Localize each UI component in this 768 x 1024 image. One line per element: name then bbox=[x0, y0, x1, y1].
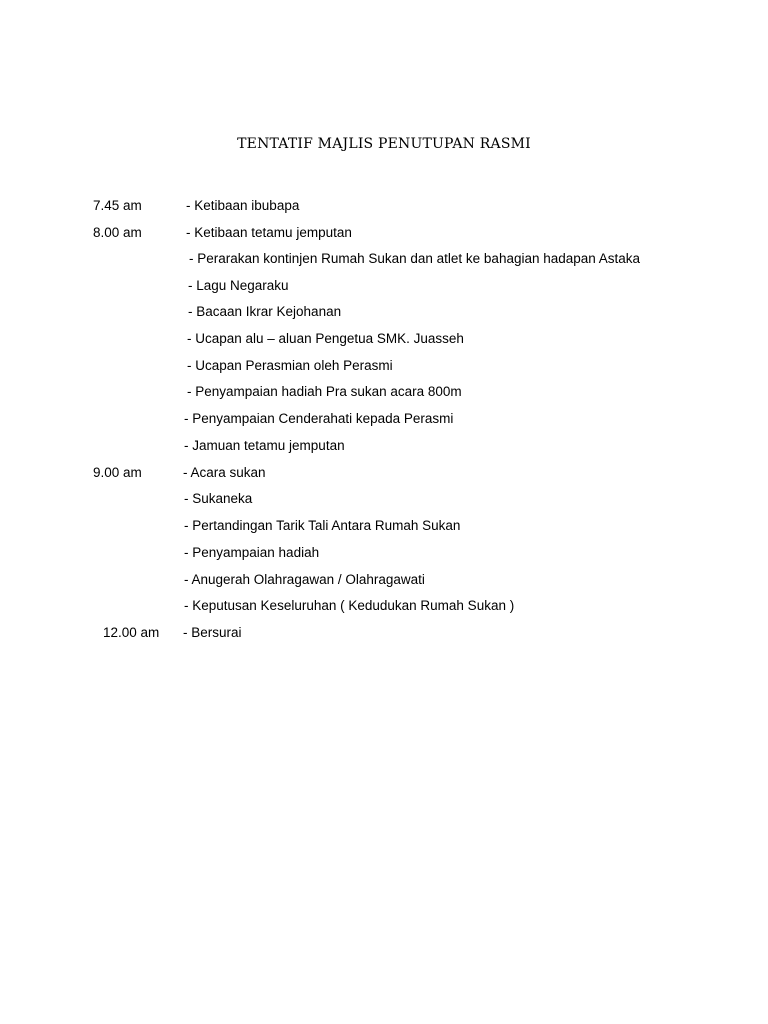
schedule-row bbox=[0, 623, 768, 643]
schedule-item: - Penyampaian Cenderahati kepada Perasmi bbox=[184, 411, 454, 426]
schedule-item: - Penyampaian hadiah Pra sukan acara 800m bbox=[187, 384, 462, 399]
schedule-item: - Penyampaian hadiah bbox=[184, 545, 320, 560]
schedule-row bbox=[0, 409, 768, 429]
schedule-time: 8.00 am bbox=[93, 225, 142, 240]
schedule-item: - Anugerah Olahragawan / Olahragawati bbox=[184, 572, 425, 587]
schedule-item: - Perarakan kontinjen Rumah Sukan dan atlet ke bahagian hadapan Astaka bbox=[189, 251, 641, 266]
schedule-item: - Ketibaan ibubapa bbox=[186, 198, 300, 213]
schedule-row bbox=[0, 249, 768, 269]
schedule-row bbox=[0, 596, 768, 616]
schedule-row bbox=[0, 436, 768, 456]
schedule-row bbox=[0, 489, 768, 509]
schedule-row bbox=[0, 302, 768, 322]
schedule-time: 7.45 am bbox=[93, 198, 142, 213]
page-title: TENTATIF MAJLIS PENUTUPAN RASMI bbox=[237, 136, 531, 152]
schedule-row bbox=[0, 570, 768, 590]
schedule-item: - Sukaneka bbox=[184, 491, 253, 506]
schedule-item: - Bersurai bbox=[183, 625, 242, 640]
schedule-row bbox=[0, 516, 768, 536]
schedule-item: - Keputusan Keseluruhan ( Kedudukan Rumah Sukan ) bbox=[184, 598, 515, 613]
schedule-item: - Ucapan Perasmian oleh Perasmi bbox=[187, 358, 393, 373]
schedule-row bbox=[0, 356, 768, 376]
schedule-item: - Bacaan Ikrar Kejohanan bbox=[188, 304, 342, 319]
schedule-item: - Ucapan alu – aluan Pengetua SMK. Juasseh bbox=[187, 331, 464, 346]
schedule-item: - Pertandingan Tarik Tali Antara Rumah Sukan bbox=[184, 518, 461, 533]
schedule-row bbox=[0, 276, 768, 296]
schedule-time: 9.00 am bbox=[93, 465, 142, 480]
schedule-item: - Acara sukan bbox=[183, 465, 266, 480]
schedule-item: - Ketibaan tetamu jemputan bbox=[186, 225, 352, 240]
schedule-row bbox=[0, 382, 768, 402]
schedule-row bbox=[0, 463, 768, 483]
schedule-item: - Jamuan tetamu jemputan bbox=[184, 438, 345, 453]
schedule-item: - Lagu Negaraku bbox=[188, 278, 289, 293]
schedule-row bbox=[0, 329, 768, 349]
schedule-row bbox=[0, 196, 768, 216]
schedule-time: 12.00 am bbox=[103, 625, 160, 640]
schedule-row bbox=[0, 543, 768, 563]
schedule-row bbox=[0, 223, 768, 243]
